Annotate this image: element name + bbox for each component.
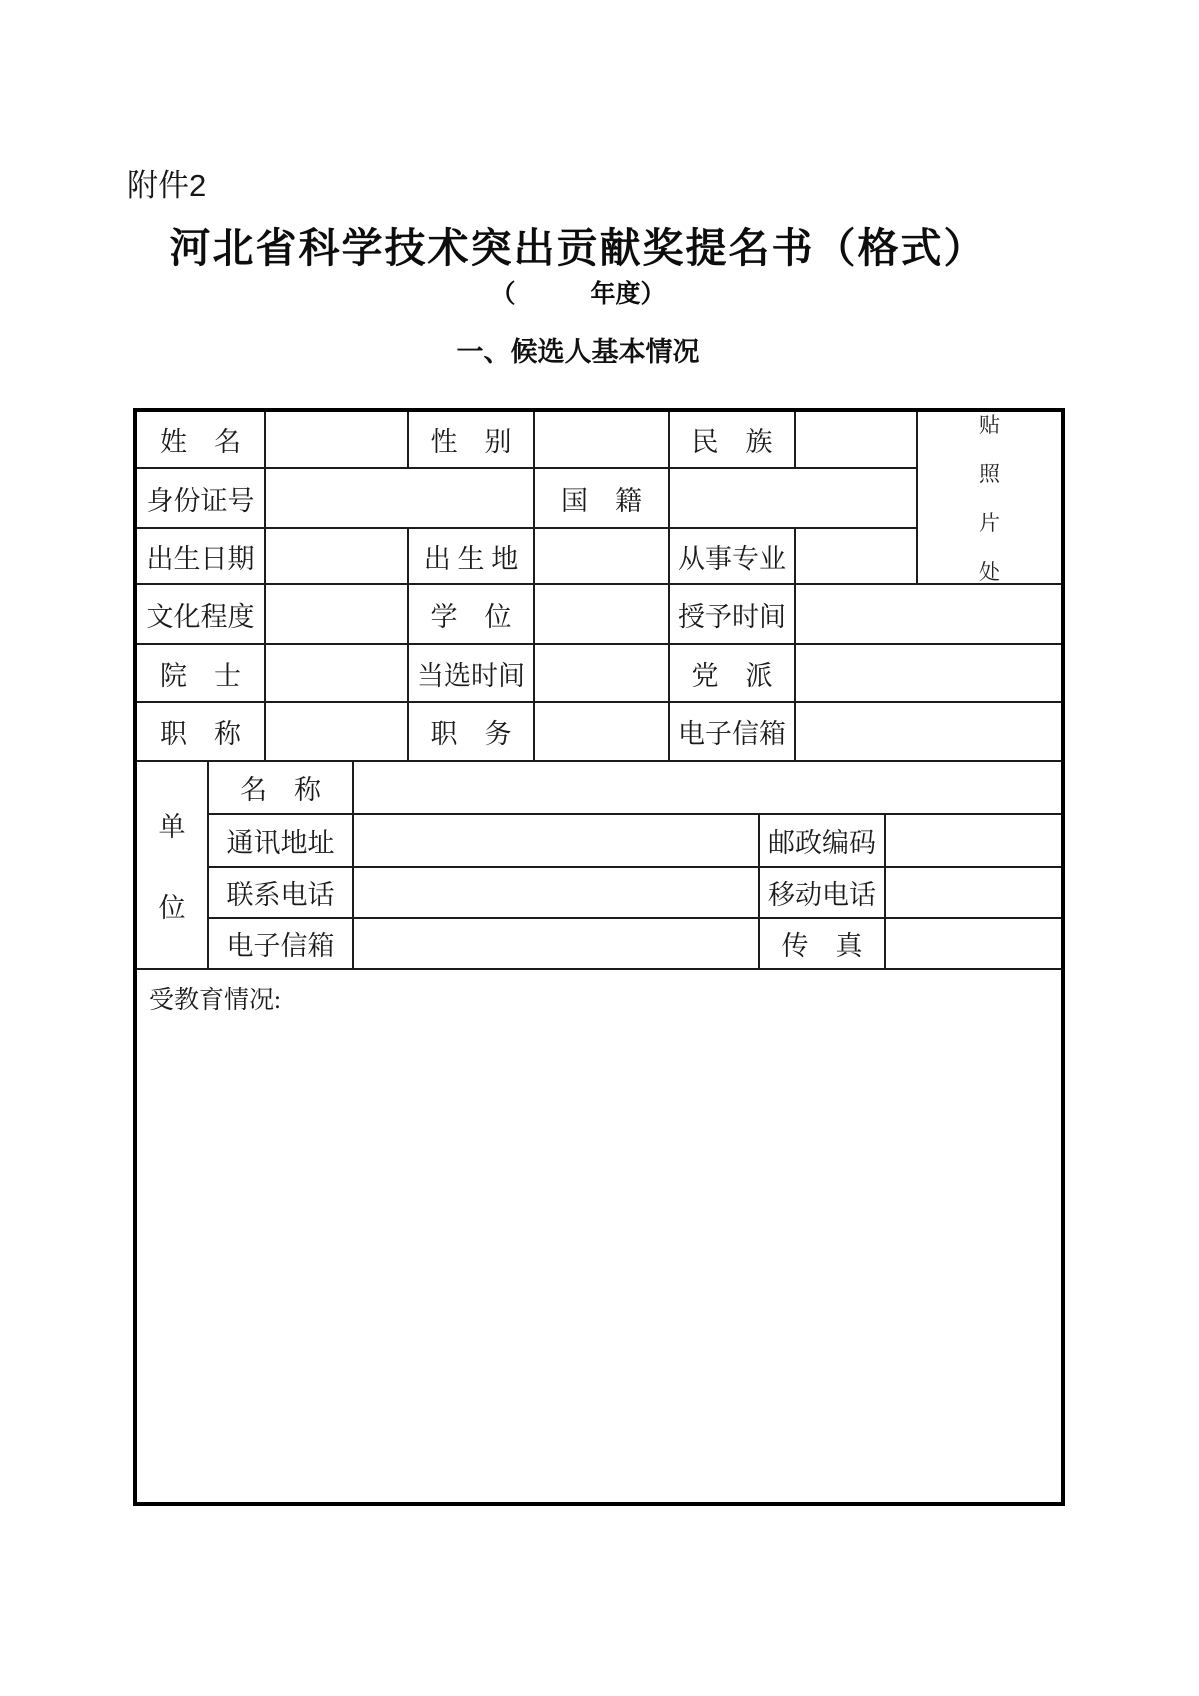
field-value-nationality bbox=[670, 469, 918, 529]
field-value-org-email bbox=[354, 919, 760, 970]
field-value-mobile bbox=[886, 868, 1061, 919]
field-value-postcode bbox=[886, 815, 1061, 868]
field-value-education-level bbox=[266, 585, 409, 645]
photo-char-1: 贴 bbox=[979, 413, 1000, 437]
education-history-cell bbox=[137, 970, 1061, 1502]
field-label-org-phone: 联系电话 bbox=[209, 868, 354, 919]
field-value-profession bbox=[796, 529, 918, 585]
candidate-info-table bbox=[133, 408, 1065, 1506]
field-label-org-address: 通讯地址 bbox=[209, 815, 354, 868]
field-value-org-phone bbox=[354, 868, 760, 919]
field-label-birth-date: 出生日期 bbox=[137, 529, 266, 585]
field-label-party: 党 派 bbox=[670, 645, 796, 703]
photo-char-4: 处 bbox=[979, 560, 1000, 584]
field-label-ethnicity: 民 族 bbox=[670, 412, 796, 469]
field-label-academician: 院 士 bbox=[137, 645, 266, 703]
field-value-party bbox=[796, 645, 1061, 703]
field-value-prof-title bbox=[266, 703, 409, 762]
field-value-org-name bbox=[354, 762, 1061, 815]
field-value-academician bbox=[266, 645, 409, 703]
photo-paste-area bbox=[918, 412, 1061, 585]
education-history-label: 受教育情况: bbox=[149, 987, 281, 1014]
field-value-degree bbox=[535, 585, 670, 645]
field-label-birth-place: 出 生 地 bbox=[409, 529, 535, 585]
photo-char-3: 片 bbox=[979, 511, 1000, 535]
field-value-email bbox=[796, 703, 1061, 762]
field-label-postcode: 邮政编码 bbox=[760, 815, 886, 868]
field-value-org-address bbox=[354, 815, 760, 868]
field-label-position: 职 务 bbox=[409, 703, 535, 762]
field-value-position bbox=[535, 703, 670, 762]
field-value-birth-place bbox=[535, 529, 670, 585]
field-label-fax: 传 真 bbox=[760, 919, 886, 970]
document-subtitle-year: （ 年度） bbox=[490, 281, 666, 308]
field-value-name bbox=[266, 412, 409, 469]
field-value-gender bbox=[535, 412, 670, 469]
org-char-1: 单 bbox=[158, 811, 186, 842]
field-label-elected-time: 当选时间 bbox=[409, 645, 535, 703]
org-group-label bbox=[137, 762, 209, 970]
field-value-degree-time bbox=[796, 585, 1061, 645]
field-label-name: 姓 名 bbox=[137, 412, 266, 469]
attachment-label: 附件2 bbox=[127, 168, 207, 203]
field-label-nationality: 国 籍 bbox=[535, 469, 670, 529]
org-char-2: 位 bbox=[158, 893, 186, 924]
field-value-id-number bbox=[266, 469, 535, 529]
field-label-profession: 从事专业 bbox=[670, 529, 796, 585]
document-title: 河北省科学技术突出贡献奖提名书（格式） bbox=[169, 225, 987, 271]
field-label-education-level: 文化程度 bbox=[137, 585, 266, 645]
field-label-degree: 学 位 bbox=[409, 585, 535, 645]
photo-char-2: 照 bbox=[979, 462, 1000, 486]
field-value-birth-date bbox=[266, 529, 409, 585]
field-label-id-number: 身份证号 bbox=[137, 469, 266, 529]
field-label-degree-time: 授予时间 bbox=[670, 585, 796, 645]
field-value-ethnicity bbox=[796, 412, 918, 469]
field-value-elected-time bbox=[535, 645, 670, 703]
field-label-prof-title: 职 称 bbox=[137, 703, 266, 762]
field-label-email: 电子信箱 bbox=[670, 703, 796, 762]
field-label-gender: 性 别 bbox=[409, 412, 535, 469]
field-label-org-name: 名 称 bbox=[209, 762, 354, 815]
field-label-org-email: 电子信箱 bbox=[209, 919, 354, 970]
section-header-basic-info: 一、候选人基本情况 bbox=[456, 337, 700, 367]
field-value-fax bbox=[886, 919, 1061, 970]
field-label-mobile: 移动电话 bbox=[760, 868, 886, 919]
